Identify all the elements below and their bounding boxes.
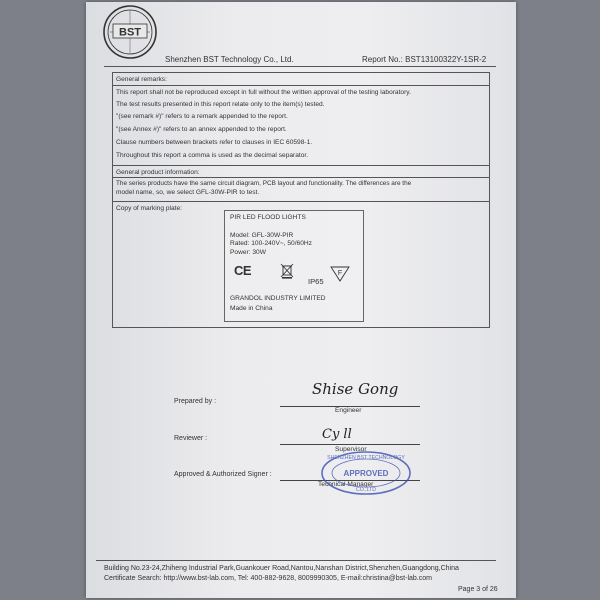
remarks-heading-rule	[112, 85, 490, 86]
remark-line: "(see remark #)" refers to a remark appended to the report.	[116, 113, 288, 120]
remark-line: This report shall not be reproduced except in full without the written approval of the testing laboratory.	[116, 89, 411, 96]
weee-bin-icon	[280, 263, 294, 279]
logo-text: BST	[119, 26, 141, 39]
plate-model: Model: GFL-30W-PIR	[230, 232, 294, 239]
product-heading-rule	[112, 177, 490, 178]
svg-text:CO.,LTD: CO.,LTD	[355, 487, 377, 493]
prepared-by-signature: Shise Gong	[312, 380, 399, 398]
reviewer-signature: Cy ll	[322, 427, 352, 442]
page-number: Page 3 of 26	[458, 586, 498, 593]
plate-maker: GRANDOL INDUSTRY LIMITED	[230, 295, 326, 302]
plate-origin: Made in China	[230, 305, 273, 312]
remark-line: Throughout this report a comma is used as the decimal separator.	[116, 152, 309, 159]
report-number: Report No.: BST13100322Y-1SR-2	[362, 55, 487, 64]
remark-line: Clause numbers between brackets refer to clauses in IEC 60598-1.	[116, 139, 313, 146]
marking-plate-heading: Copy of marking plate:	[116, 205, 182, 212]
reviewer-line	[280, 444, 420, 445]
product-info-line: model name, so, we select GFL-30W-PIR to test.	[116, 189, 260, 196]
approved-signer-role: Technical Manager	[318, 481, 374, 488]
approved-signer-label: Approved & Authorized Signer :	[174, 471, 272, 478]
approval-stamp	[320, 450, 412, 496]
footer-rule	[96, 560, 496, 561]
remark-line: "(see Annex #)" refers to an annex appended to the report.	[116, 126, 287, 133]
svg-text:APPROVED: APPROVED	[343, 469, 389, 478]
prepared-by-label: Prepared by :	[174, 398, 217, 405]
ip-rating: IP65	[308, 277, 324, 286]
footer-contact: Certificate Search: http://www.bst-lab.com, Tel: 400-882-9628, 8009990305, E-mail:christina@bst-lab.com	[104, 575, 432, 582]
product-info-line: The series products have the same circuit diagram, PCB layout and functionality. The differences are the	[116, 180, 412, 187]
reviewer-label: Reviewer :	[174, 435, 208, 442]
ce-mark: CE	[234, 263, 252, 278]
plate-title: PIR LED FLOOD LIGHTS	[230, 214, 306, 221]
plate-power: Power: 30W	[230, 249, 266, 256]
remark-line: The test results presented in this report relate only to the item(s) tested.	[116, 101, 325, 108]
f-mark-icon	[330, 266, 350, 282]
svg-text:F: F	[337, 270, 343, 277]
prepared-by-role: Engineer	[335, 407, 362, 414]
plate-rated: Rated: 100-240V~, 50/60Hz	[230, 240, 312, 247]
svg-text:SHENZHEN BST TECHNOLOGY: SHENZHEN BST TECHNOLOGY	[327, 455, 405, 461]
reviewer-role: Supervisor	[335, 446, 367, 453]
header-rule	[104, 66, 496, 67]
product-info-heading: General product information:	[116, 169, 200, 176]
footer-address: Building No.23-24,Zhiheng Industrial Park,Guankouer Road,Nantou,Nanshan District,Shenzhen,Guangdong,China	[104, 565, 459, 572]
general-remarks-heading: General remarks:	[116, 76, 167, 83]
bst-logo	[102, 4, 158, 60]
company-name: Shenzhen BST Technology Co., Ltd.	[165, 55, 294, 64]
